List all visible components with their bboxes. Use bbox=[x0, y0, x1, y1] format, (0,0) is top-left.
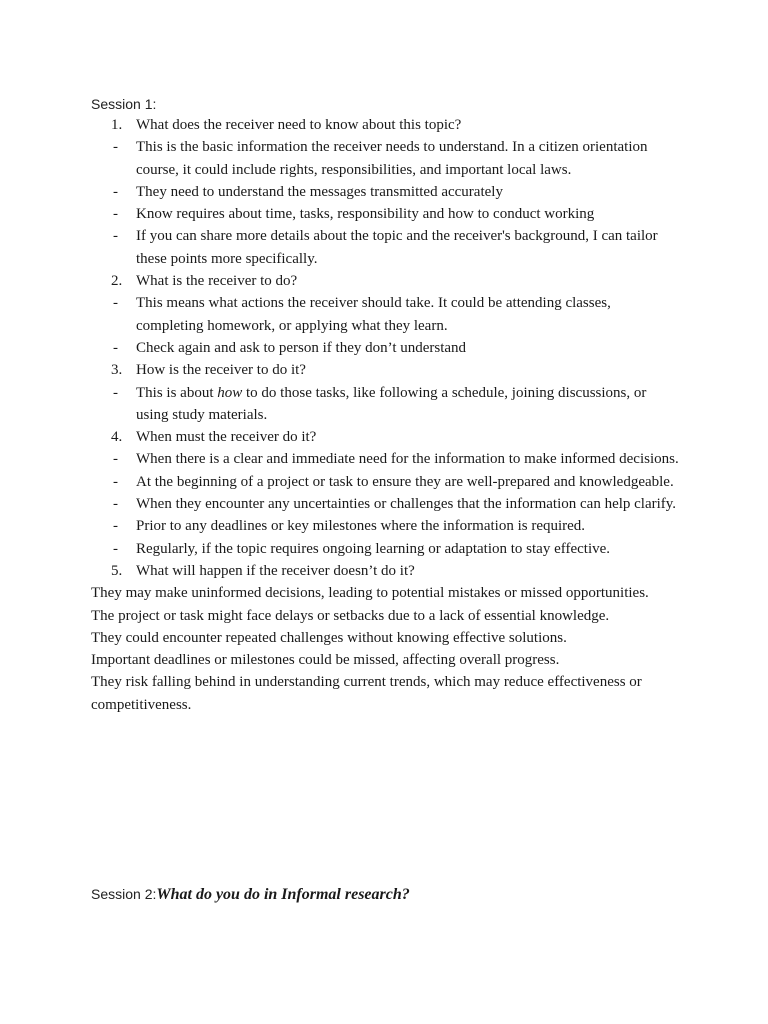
dash-bullet-icon: - bbox=[113, 228, 118, 245]
question-number: 4. bbox=[111, 429, 123, 446]
bullet-item bbox=[0, 538, 768, 560]
consequence-paragraph: The project or task might face delays or setbacks due to a lack of essential knowledge. bbox=[91, 607, 610, 624]
bullet-text: When there is a clear and immediate need for the information to make informed decisions. bbox=[136, 451, 679, 468]
bullet-item bbox=[0, 292, 768, 337]
bullet-text: This means what actions the receiver should take. It could be attending classes, completing homework, or applying what they learn. bbox=[136, 295, 611, 334]
question-text: How is the receiver to do it? bbox=[136, 362, 306, 379]
bullet-item bbox=[0, 515, 768, 537]
consequence-paragraph: They could encounter repeated challenges without knowing effective solutions. bbox=[91, 629, 567, 646]
bullet-item bbox=[0, 136, 768, 181]
dash-bullet-icon: - bbox=[113, 339, 118, 356]
bullet-text: Regularly, if the topic requires ongoing learning or adaptation to stay effective. bbox=[136, 540, 611, 557]
question-text: What will happen if the receiver doesn’t do it? bbox=[136, 562, 415, 579]
question-3 bbox=[0, 359, 768, 381]
question-number: 5. bbox=[111, 562, 123, 579]
bullet-text: When they encounter any uncertainties or challenges that the information can help clarify. bbox=[136, 496, 677, 513]
bullet-text: Know requires about time, tasks, responsibility and how to conduct working bbox=[136, 206, 595, 223]
question-text: What does the receiver need to know about this topic? bbox=[136, 117, 462, 133]
question-text: When must the receiver do it? bbox=[136, 429, 317, 446]
dash-bullet-icon: - bbox=[113, 295, 118, 312]
bullet-item bbox=[0, 493, 768, 515]
bullet-item bbox=[0, 203, 768, 225]
question-4 bbox=[0, 426, 768, 448]
question-number: 3. bbox=[111, 362, 123, 379]
bullet-text: This is the basic information the receiver needs to understand. In a citizen orientation course, it could include rights, responsibilities, and important local laws. bbox=[136, 139, 648, 178]
bullet-text-post: to do those tasks, like following a schedule, joining discussions, or using study materials. bbox=[136, 384, 647, 423]
question-number: 2. bbox=[111, 273, 123, 290]
question-text: What is the receiver to do? bbox=[136, 273, 298, 290]
consequence-paragraph: Important deadlines or milestones could be missed, affecting overall progress. bbox=[91, 652, 560, 669]
session-2-label: Session 2: bbox=[91, 886, 157, 902]
bullet-text-pre: This is about bbox=[136, 384, 218, 401]
dash-bullet-icon: - bbox=[113, 183, 118, 200]
session-1-label: Session 1: bbox=[91, 96, 157, 112]
dash-bullet-icon: - bbox=[113, 139, 118, 156]
consequence-paragraph: They risk falling behind in understanding current trends, which may reduce effectiveness or competitiveness. bbox=[91, 674, 642, 713]
bullet-item bbox=[0, 382, 768, 427]
dash-bullet-icon: - bbox=[113, 496, 118, 513]
bullet-text: They need to understand the messages transmitted accurately bbox=[136, 183, 503, 200]
question-number: 1. bbox=[111, 117, 123, 133]
dash-bullet-icon: - bbox=[113, 384, 118, 401]
dash-bullet-icon: - bbox=[113, 540, 118, 557]
bullet-text: Check again and ask to person if they don’t understand bbox=[136, 339, 467, 356]
consequence-paragraph: They may make uninformed decisions, leading to potential mistakes or missed opportunities. bbox=[91, 585, 649, 602]
bullet-item bbox=[0, 448, 768, 470]
session-2-heading bbox=[91, 886, 410, 904]
question-2 bbox=[0, 270, 768, 292]
bullet-item bbox=[0, 181, 768, 203]
question-1 bbox=[0, 114, 768, 136]
question-5 bbox=[0, 560, 768, 582]
bullet-text-emphasis: how bbox=[217, 384, 243, 401]
bullet-item bbox=[0, 337, 768, 359]
session-2-question: What do you do in Informal research? bbox=[156, 886, 410, 903]
bullet-item bbox=[0, 225, 768, 270]
bullet-item bbox=[0, 471, 768, 493]
bullet-text: Prior to any deadlines or key milestones where the information is required. bbox=[136, 518, 586, 535]
bullet-text: At the beginning of a project or task to ensure they are well-prepared and knowledgeable. bbox=[136, 473, 674, 490]
bullet-text bbox=[136, 382, 681, 427]
session-1-content bbox=[0, 114, 768, 716]
bullet-text: If you can share more details about the topic and the receiver's background, I can tailor these points more specifically. bbox=[136, 228, 658, 267]
dash-bullet-icon: - bbox=[113, 518, 118, 535]
dash-bullet-icon: - bbox=[113, 451, 118, 468]
dash-bullet-icon: - bbox=[113, 206, 118, 223]
dash-bullet-icon: - bbox=[113, 473, 118, 490]
